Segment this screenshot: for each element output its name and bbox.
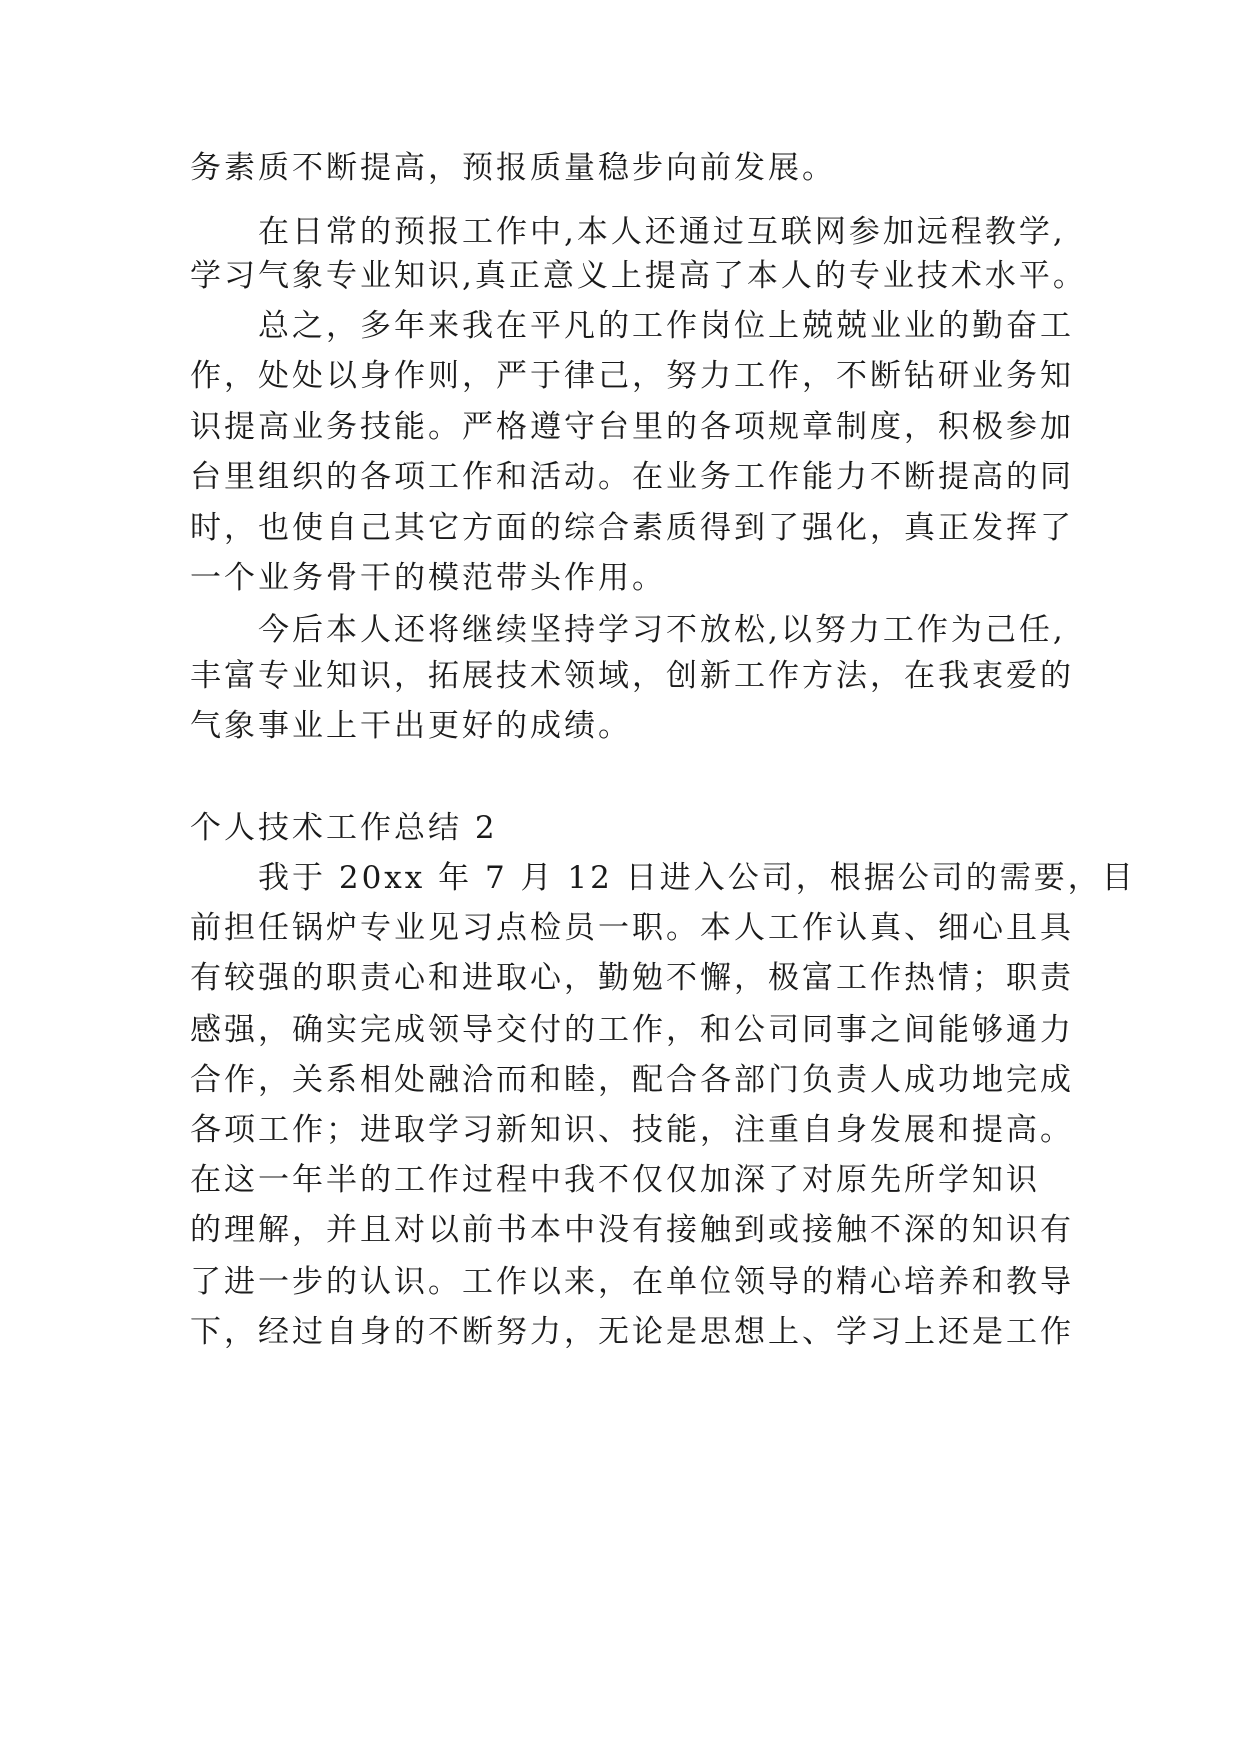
paragraph-line: 台里组织的各项工作和活动。在业务工作能力不断提高的同 (190, 459, 1074, 495)
paragraph-line: 作，处处以身作则，严于律己，努力工作，不断钻研业务知 (190, 358, 1074, 394)
paragraph-line: 下，经过自身的不断努力，无论是思想上、学习上还是工作 (190, 1314, 1074, 1350)
paragraph-line: 识提高业务技能。严格遵守台里的各项规章制度，积极参加 (190, 409, 1074, 445)
paragraph-line: 感强，确实完成领导交付的工作，和公司同事之间能够通力 (190, 1012, 1074, 1048)
paragraph-line: 的理解，并且对以前书本中没有接触到或接触不深的知识有 (190, 1212, 1074, 1248)
paragraph-line: 一个业务骨干的模范带头作用。 (190, 560, 666, 596)
paragraph-line: 合作，关系相处融洽而和睦，配合各部门负责人成功地完成 (190, 1062, 1074, 1098)
paragraph-line: 时，也使自己其它方面的综合素质得到了强化，真正发挥了 (190, 510, 1074, 546)
paragraph-line: 丰富专业知识，拓展技术领域，创新工作方法，在我衷爱的 (190, 658, 1074, 694)
paragraph-line: 总之，多年来我在平凡的工作岗位上兢兢业业的勤奋工 (258, 308, 1074, 344)
paragraph-line: 在日常的预报工作中,本人还通过互联网参加远程教学, (258, 214, 1066, 250)
paragraph-line: 前担任锅炉专业见习点检员一职。本人工作认真、细心且具 (190, 910, 1074, 946)
paragraph-line: 各项工作；进取学习新知识、技能，注重自身发展和提高。 (190, 1112, 1074, 1148)
paragraph-line: 在这一年半的工作过程中我不仅仅加深了对原先所学知识 (190, 1162, 1040, 1198)
paragraph-line: 有较强的职责心和进取心，勤勉不懈，极富工作热情；职责 (190, 960, 1074, 996)
paragraph-line: 了进一步的认识。工作以来，在单位领导的精心培养和教导 (190, 1264, 1074, 1300)
paragraph-line: 务素质不断提高，预报质量稳步向前发展。 (190, 150, 836, 186)
paragraph-line: 我于 20xx 年 7 月 12 日进入公司，根据公司的需要，目 (258, 860, 1136, 896)
paragraph-line: 气象事业上干出更好的成绩。 (190, 708, 632, 744)
paragraph-line: 学习气象专业知识,真正意义上提高了本人的专业技术水平。 (190, 258, 1087, 294)
section-heading: 个人技术工作总结 2 (190, 810, 498, 846)
paragraph-line: 今后本人还将继续坚持学习不放松,以努力工作为己任, (258, 612, 1066, 648)
